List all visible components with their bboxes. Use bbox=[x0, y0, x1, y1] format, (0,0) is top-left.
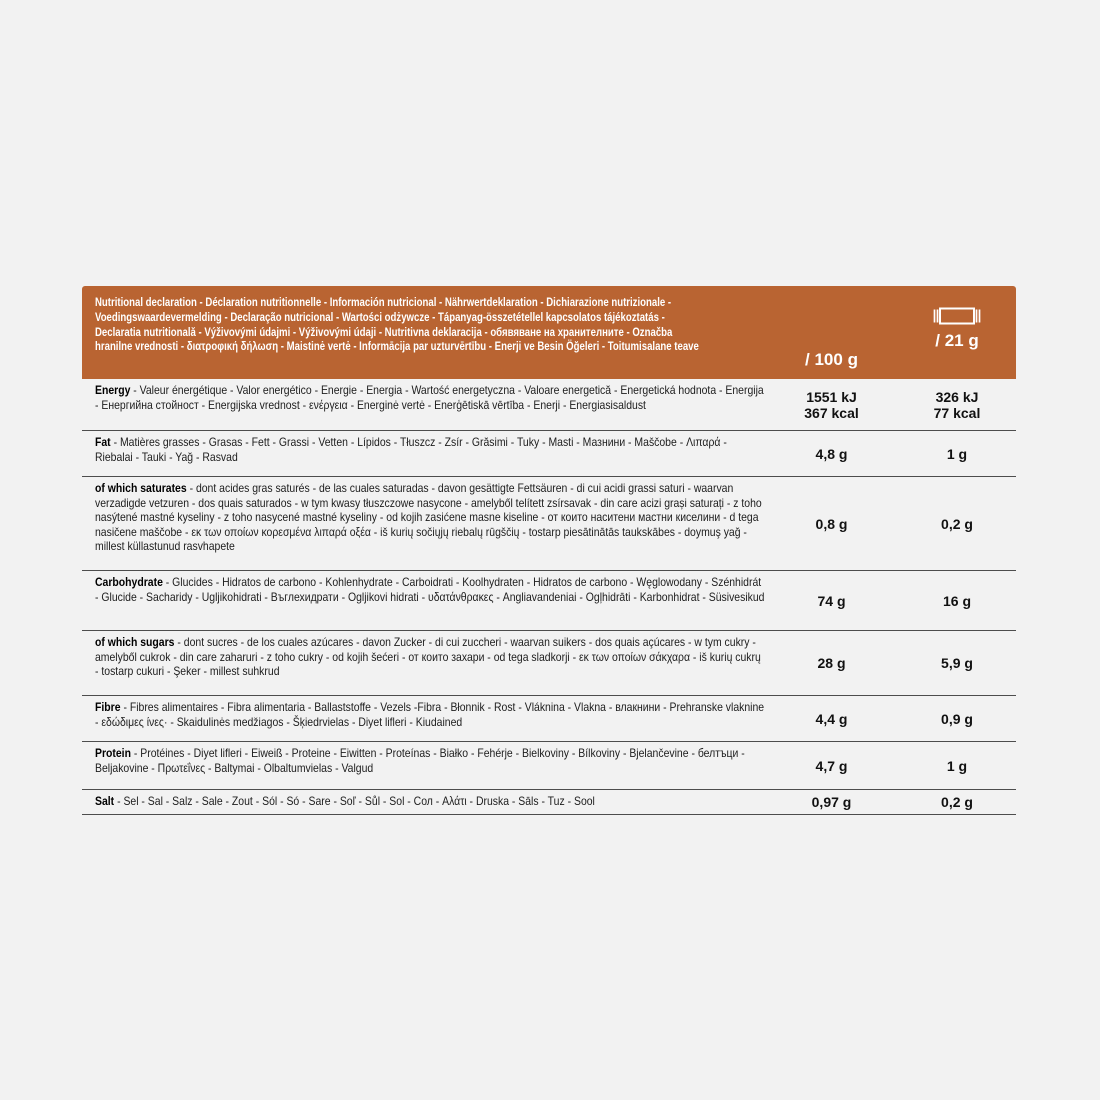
per-100g-value: 0,8 g bbox=[815, 515, 848, 532]
nutrient-name: Fat bbox=[95, 435, 111, 449]
nutrient-translations: - Glucides - Hidratos de carbono - Kohlenhydrate - Carboidrati - Koolhydraten - Hidratos de carbono - Węglowodany - Szénhidrát - Glucide - Sacharidy - Ugljikohidrati - Въглехидрати - Ogljikovi hidrati - υδατάνθρακες - Angliavandeniai - Ogļhidrāti - Karbonhidrat - Süsivesikud bbox=[95, 575, 765, 604]
per-100g-column-header bbox=[765, 286, 898, 379]
table-row-carbohydrate bbox=[82, 570, 1016, 630]
per-portion-value: 0,2 g bbox=[941, 794, 973, 810]
nutrition-declaration-table bbox=[82, 286, 1016, 815]
multilingual-title bbox=[82, 286, 765, 379]
per-portion-value: 0,9 g bbox=[941, 710, 973, 727]
nutrient-label bbox=[82, 631, 765, 695]
table-row-energy bbox=[82, 379, 1016, 430]
table-row-fat bbox=[82, 430, 1016, 476]
table-header bbox=[82, 286, 1016, 379]
nutrient-translations: - dont sucres - de los cuales azúcares - davon Zucker - di cui zuccheri - waarvan suikers - dos quais açúcares - w tym cukry - amelyből cukrok - din care zaharuri - z toho cukry - od kojih šećeri - от които захари - od tega sladkorji - εκ των οποίων σάκχαρα - iš kurių cukrų - tostarp cukuri - Şeker - millest suhkrud bbox=[95, 635, 761, 679]
title-line: Voedingswaardevermelding - Declaração nutricional - Wartości odżywcze - Tápanyag-összetétellel kapcsolatos tájékoztatás - bbox=[95, 309, 665, 324]
per-100g-value: 28 g bbox=[817, 655, 846, 671]
table-row-saturates bbox=[82, 476, 1016, 570]
per-portion-value: 1 g bbox=[946, 445, 968, 462]
nutrient-name: Salt bbox=[95, 794, 115, 808]
nutrient-name: of which sugars bbox=[95, 635, 175, 649]
per-100g-value: 74 g bbox=[817, 592, 846, 609]
nutrient-label bbox=[82, 696, 765, 741]
nutrient-name: of which saturates bbox=[95, 481, 187, 495]
table-row-sugars bbox=[82, 630, 1016, 695]
nutrient-name: Protein bbox=[95, 746, 131, 760]
nutrient-label bbox=[82, 431, 765, 476]
nutrient-translations: - Valeur énergétique - Valor energético - Energie - Energia - Wartość energetyczna - Valoare energetică - Energetická hodnota - Energija - Енергийна стойност - Energijska vrednost - ενέργεια - Energinė vertė - Enerģētiskā vērtība - Enerji - Energiasisaldust bbox=[95, 383, 764, 412]
nutrient-name: Fibre bbox=[95, 700, 121, 714]
nutrient-label bbox=[82, 379, 765, 430]
nutrient-label bbox=[82, 790, 765, 814]
nutrient-translations: - Fibres alimentaires - Fibra alimentaria - Ballaststoffe - Vezels -Fibra - Błonnik - Rost - Vláknina - Vlakna - влакнини - Prehranske vlaknine - εδώδιμες ίνες· - Skaidulinės medžiagos - Šķiedrvielas - Diyet lifleri - Kiudained bbox=[95, 700, 765, 729]
table-row-protein bbox=[82, 741, 1016, 789]
nutrient-translations: - Protéines - Diyet lifleri - Eiweiß - Proteine - Eiwitten - Proteínas - Białko - Fehérje - Bielkoviny - Bílkoviny - Bjelančevine - белтъци - Beljakovine - Πρωτεΐνες - Baltymai - Olbaltumvielas - Valgud bbox=[95, 746, 745, 775]
table-row-salt bbox=[82, 789, 1016, 815]
nutrient-translations: - Matières grasses - Grasas - Fett - Grassi - Vetten - Lípidos - Tłuszcz - Zsír - Grăsimi - Tuky - Masti - Мазнини - Maščobe - Λιπαρά - Riebalai - Tauki - Yağ - Rasvad bbox=[95, 435, 727, 464]
per-portion-value: 16 g bbox=[942, 592, 971, 609]
per-portion-value: 1 g bbox=[946, 757, 968, 774]
per-portion-value: 326 kJ 77 kcal bbox=[933, 388, 981, 421]
per-portion-column-header bbox=[898, 286, 1016, 379]
nutrient-translations: - dont acides gras saturés - de las cuales saturadas - davon gesättigte Fettsäuren - di cui acidi grassi saturi - waarvan verzadigde vetzuren - dos quais saturados - w tym kwasy tłuszczowe nasycone - amelyből telített zsírsavak - din care acizi grași saturați - z toho nasýtené mastné kyseliny - z toho nasycené mastné kyseliny - od kojih zasićene masne kiseline - от които наситени мастни киселини - d tega nasičene maščobe - εκ των οποίων κορεσμένα λιπαρά οξέα - iš kurių sočiųjų riebalų rūgščių - tostarp piesātinātās taukskābes - doymuş yağ - millest küllastunud rasvhapete bbox=[95, 481, 762, 554]
nutrient-label bbox=[82, 477, 765, 570]
title-line: hranilne vrednosti - διατροφική δήλωση - Maistinė vertė - Informācija par uzturvērtību - Enerji ve Besin Öğeleri - Toitumisalane teave bbox=[95, 339, 699, 354]
per-portion-value: 5,9 g bbox=[941, 655, 973, 671]
nutrient-label bbox=[82, 571, 765, 630]
nutrient-label bbox=[82, 742, 765, 789]
per-100g-label: / 100 g bbox=[805, 350, 858, 369]
table-row-fibre bbox=[82, 695, 1016, 741]
per-portion-value: 0,2 g bbox=[941, 515, 973, 532]
per-100g-value: 4,8 g bbox=[815, 445, 848, 462]
per-portion-label: / 21 g bbox=[935, 331, 979, 350]
title-line: Declaratia nutritională - Výživovými údajmi - Výživovými údaji - Nutritivna deklaracija - обявяване на хранителните - Označba bbox=[95, 324, 673, 339]
nutrient-translations: - Sel - Sal - Salz - Sale - Zout - Sól - Só - Sare - Soľ - Sůl - Sol - Сол - Αλάτι - Druska - Sāls - Tuz - Sool bbox=[117, 794, 595, 808]
nutrient-name: Energy bbox=[95, 383, 131, 397]
per-100g-value: 4,7 g bbox=[815, 757, 848, 774]
per-100g-value: 0,97 g bbox=[811, 794, 852, 810]
per-100g-value: 1551 kJ 367 kcal bbox=[804, 388, 859, 421]
title-line: Nutritional declaration - Déclaration nutritionnelle - Información nutricional - Nährwertdeklaration - Dichiarazione nutrizionale - bbox=[95, 295, 672, 309]
per-100g-value: 4,4 g bbox=[815, 710, 848, 727]
bar-icon bbox=[932, 305, 982, 327]
nutrient-name: Carbohydrate bbox=[95, 575, 163, 589]
